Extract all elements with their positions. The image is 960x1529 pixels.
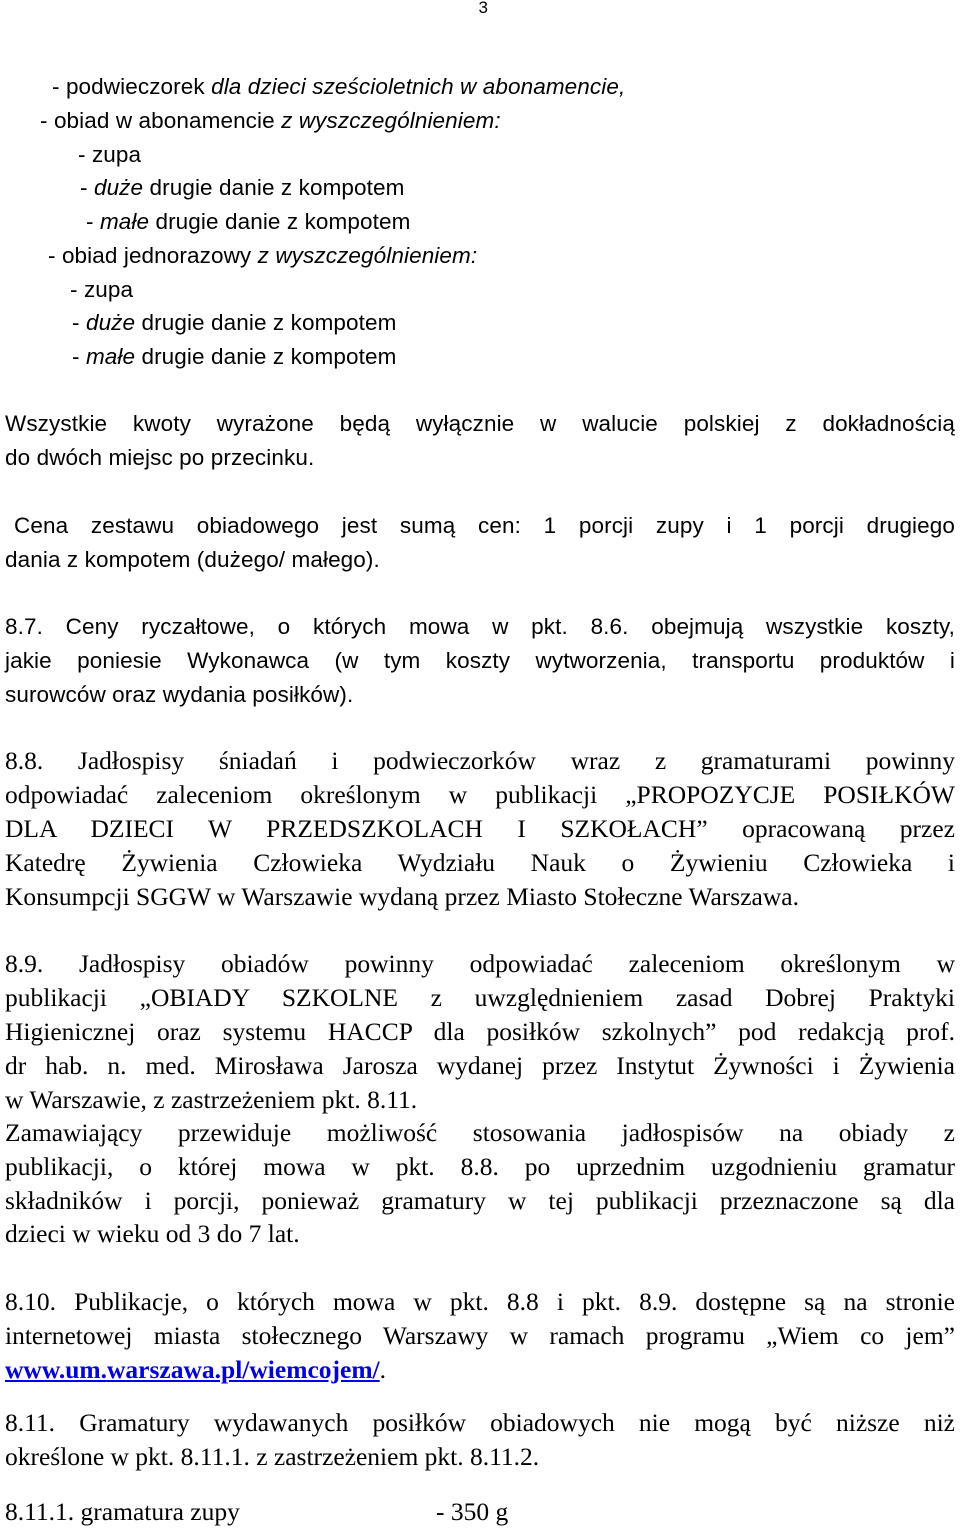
menu-line-large-main-2: - duże drugie danie z kompotem	[72, 310, 397, 335]
section-8-8-line-4: Katedrę Żywienia Człowieka Wydziału Nauk o Żywieniu Człowieka i	[5, 848, 955, 877]
section-8-7-line-3: surowców oraz wydania posiłków).	[5, 682, 354, 707]
section-8-9-line-4: dr hab. n. med. Mirosława Jarosza wydanej przez Instytut Żywności i Żywienia	[5, 1051, 955, 1080]
section-8-9-line-9: dzieci w wieku od 3 do 7 lat.	[5, 1219, 300, 1248]
section-8-11-1-label: 8.11.1. gramatura zupy	[5, 1497, 240, 1526]
set-price-line-1: Cena zestawu obiadowego jest sumą cen: 1 porcji zupy i 1 porcji drugiego	[14, 513, 955, 538]
menu-line-large-main: - duże drugie danie z kompotem	[80, 175, 405, 200]
section-8-9-line-7: publikacji, o której mowa w pkt. 8.8. po uprzednim uzgodnieniu gramatur	[5, 1152, 955, 1181]
section-8-9-line-1: 8.9. Jadłospisy obiadów powinny odpowiadać zaleceniom określonym w	[5, 949, 955, 978]
menu-line-soup: - zupa	[78, 142, 142, 167]
section-8-9-line-8: składników i porcji, ponieważ gramatury w tej publikacji przeznaczone są dla	[5, 1186, 955, 1215]
section-8-11-line-2: określone w pkt. 8.11.1. z zastrzeżeniem pkt. 8.11.2.	[5, 1442, 540, 1471]
section-8-11-line-1: 8.11. Gramatury wydawanych posiłków obiadowych nie mogą być niższe niż	[5, 1408, 955, 1437]
section-8-10-line-3: www.um.warszawa.pl/wiemcojem/.	[5, 1355, 387, 1384]
section-8-7-line-2: jakie poniesie Wykonawca (w tym koszty wytworzenia, transportu produktów i	[5, 648, 955, 673]
menu-line-afternoon-snack: - podwieczorek dla dzieci sześcioletnich w abonamencie,	[52, 74, 626, 99]
section-8-7-line-1: 8.7. Ceny ryczałtowe, o których mowa w pkt. 8.6. obejmują wszystkie koszty,	[5, 614, 955, 639]
menu-line-soup-2: - zupa	[70, 277, 134, 302]
page-number: 3	[478, 0, 488, 17]
section-8-9-line-6: Zamawiający przewiduje możliwość stosowania jadłospisów na obiady z	[5, 1118, 955, 1147]
menu-line-dinner-subscription: - obiad w abonamencie z wyszczególnieniem:	[40, 108, 501, 133]
menu-line-single-dinner: - obiad jednorazowy z wyszczególnieniem:	[48, 243, 478, 268]
section-8-8-line-2: odpowiadać zaleceniom określonym w publikacji „PROPOZYCJE POSIŁKÓW	[5, 780, 955, 809]
menu-line-small-main-2: - małe drugie danie z kompotem	[72, 344, 397, 369]
section-8-8-line-1: 8.8. Jadłospisy śniadań i podwieczorków wraz z gramaturami powinny	[5, 746, 955, 775]
section-8-11-1-value: - 350 g	[436, 1497, 509, 1526]
section-8-8-line-3: DLA DZIECI W PRZEDSZKOLACH I SZKOŁACH” opracowaną przez	[5, 814, 955, 843]
section-8-10-line-1: 8.10. Publikacje, o których mowa w pkt. 8.8 i pkt. 8.9. dostępne są na stronie	[5, 1287, 955, 1316]
section-8-10-line-2: internetowej miasta stołecznego Warszawy w ramach programu „Wiem co jem”	[5, 1321, 955, 1350]
currency-line-2: do dwóch miejsc po przecinku.	[5, 445, 315, 470]
section-8-9-line-5: w Warszawie, z zastrzeżeniem pkt. 8.11.	[5, 1085, 418, 1114]
section-8-9-line-3: Higienicznej oraz systemu HACCP dla posiłków szkolnych” pod redakcją prof.	[5, 1017, 955, 1046]
menu-line-small-main: - małe drugie danie z kompotem	[86, 209, 411, 234]
wiemcojem-link[interactable]: www.um.warszawa.pl/wiemcojem/	[5, 1355, 380, 1384]
set-price-line-2: dania z kompotem (dużego/ małego).	[5, 547, 380, 572]
section-8-9-line-2: publikacji „OBIADY SZKOLNE z uwzględnieniem zasad Dobrej Praktyki	[5, 983, 955, 1012]
currency-line-1: Wszystkie kwoty wyrażone będą wyłącznie w walucie polskiej z dokładnością	[5, 411, 955, 436]
section-8-8-line-5: Konsumpcji SGGW w Warszawie wydaną przez Miasto Stołeczne Warszawa.	[5, 882, 799, 911]
